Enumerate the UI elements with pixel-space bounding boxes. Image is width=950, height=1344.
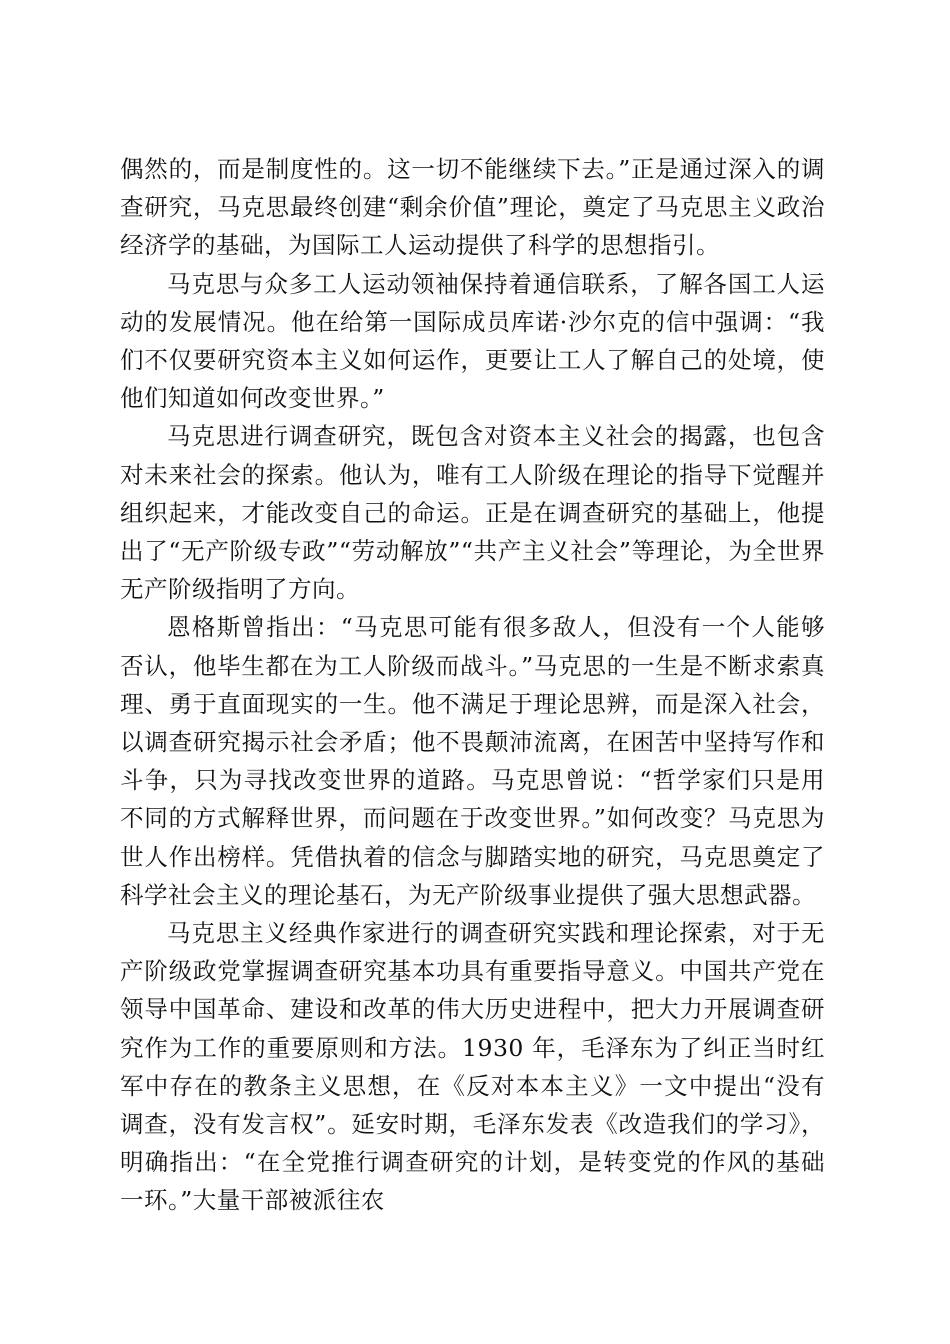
paragraph-continuation: 偶然的，而是制度性的。这一切不能继续下去。”正是通过深入的调查研究，马克思最终创建“剩余价值”理论，奠定了马克思主义政治经济学的基础，为国际工人运动提供了科学的思想指引。 <box>120 155 825 260</box>
document-page <box>120 150 825 1220</box>
paragraph-research: 马克思进行调查研究，既包含对资本主义社会的揭露，也包含对未来社会的探索。他认为，唯有工人阶级在理论的指导下觉醒并组织起来，才能改变自己的命运。正是在调查研究的基础上，他提出了“无产阶级专政”“劳动解放”“共产主义社会”等理论，为全世界无产阶级指明了方向。 <box>120 422 825 604</box>
paragraph-cpc-history: 马克思主义经典作家进行的调查研究实践和理论探索，对于无产阶级政党掌握调查研究基本功具有重要指导意义。中国共产党在领导中国革命、建设和改革的伟大历史进程中，把大力开展调查研究作为工作的重要原则和方法。1930 年，毛泽东为了纠正当时红军中存在的教条主义思想，在《反对本本主义》一文中提出“没有调查，没有发言权”。延安时期，毛泽东发表《改造我们的学习》，明确指出：“在全党推行调查研究的计划，是转变党的作风的基础一环。”大量干部被派往农 <box>120 919 825 1215</box>
paragraph-engels-quote: 恩格斯曾指出：“马克思可能有很多敌人，但没有一个人能够否认，他毕生都在为工人阶级而战斗。”马克思的一生是不断求索真理、勇于直面现实的一生。他不满足于理论思辨，而是深入社会，以调查研究揭示社会矛盾；他不畏颠沛流离，在困苦中坚持写作和斗争，只为寻找改变世界的道路。马克思曾说：“哲学家们只是用不同的方式解释世界，而问题在于改变世界。”如何改变？马克思为世人作出榜样。凭借执着的信念与脚踏实地的研究，马克思奠定了科学社会主义的理论基石，为无产阶级事业提供了强大思想武器。 <box>120 613 825 909</box>
paragraph-correspondence: 马克思与众多工人运动领袖保持着通信联系，了解各国工人运动的发展情况。他在给第一国际成员库诺·沙尔克的信中强调：“我们不仅要研究资本主义如何运作，更要让工人了解自己的处境，使他们知道如何改变世界。” <box>120 269 825 413</box>
